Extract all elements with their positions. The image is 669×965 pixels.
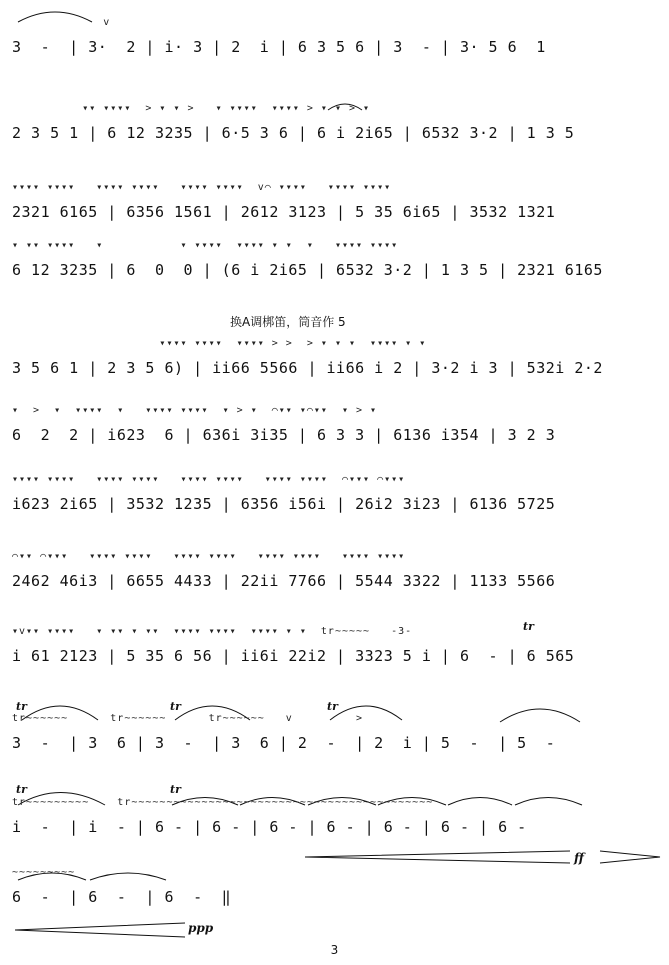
- notes-row: 3 - | 3 6 | 3 - | 3 6 | 2 - | 2 i | 5 - | 5 -: [12, 734, 556, 752]
- notes-row: i - | i - | 6 - | 6 - | 6 - | 6 - | 6 - | 6 - | 6 -: [12, 818, 527, 836]
- notation-line-8: [12, 551, 662, 596]
- notes-row: 2 3 5 1 | 6 12 3235 | 6·5 3 6 | 6 i 2i65 | 6532 3·2 | 1 3 5: [12, 124, 575, 142]
- notes-row: 3 5 6 1 | 2 3 5 6) | ii66 5566 | ii66 i 2 | 3·2 i 3 | 532i 2·2: [12, 359, 603, 377]
- notes-row: i 61 2123 | 5 35 6 56 | ii6i 22i2 | 3323 5 i | 6 - | 6 565: [12, 647, 575, 665]
- notes-row: 2321 6165 | 6356 1561 | 2612 3123 | 5 35 6i65 | 3532 1321: [12, 203, 556, 221]
- articulation-marks: tr~~~~~~ tr~~~~~~ tr~~~~~~ v >: [12, 713, 364, 724]
- notes-row: 2462 46i3 | 6655 4433 | 22ii 7766 | 5544 3322 | 1133 5566: [12, 572, 556, 590]
- notation-line-7: [12, 474, 662, 519]
- notation-line-3: [12, 182, 662, 227]
- dynamic-ff: ff: [574, 851, 584, 865]
- articulation-marks: ~~~~~~~~~: [12, 867, 76, 878]
- notation-line-9: [12, 626, 662, 671]
- articulation-marks: ▾▾▾▾ ▾▾▾▾ ▾▾▾▾ > > > ▾ ▾ ▾ ▾▾▾▾ ▾ ▾: [12, 338, 427, 349]
- articulation-marks: ▾▾▾▾ ▾▾▾▾ ▾▾▾▾ ▾▾▾▾ ▾▾▾▾ ▾▾▾▾ v⌒ ▾▾▾▾ ▾▾▾▾ ▾▾▾▾: [12, 182, 392, 193]
- notes-row: 3 - | 3· 2 | i· 3 | 2 i | 6 3 5 6 | 3 - | 3· 5 6 1: [12, 38, 546, 56]
- svg-text:tr: tr: [16, 783, 27, 796]
- instrument-instruction: 换A调梆笛，筒音作 5: [230, 315, 346, 329]
- notes-row: 6 12 3235 | 6 0 0 | (6 i 2i65 | 6532 3·2 | 1 3 5 | 2321 6165: [12, 261, 603, 279]
- articulation-marks: v: [12, 17, 455, 28]
- notation-line-10: [12, 713, 662, 758]
- notes-row: 6 2 2 | i623 6 | 636i 3i35 | 6 3 3 | 6136 i354 | 3 2 3: [12, 426, 556, 444]
- articulation-marks: ▾▾ ▾▾▾▾ > ▾ ▾ > ▾ ▾▾▾▾ ▾▾▾▾ > ▾ ▾ > ▾: [12, 103, 371, 114]
- notation-line-6: [12, 405, 662, 450]
- notes-row: i623 2i65 | 3532 1235 | 6356 i56i | 26i2 3i23 | 6136 5725: [12, 495, 556, 513]
- notation-line-11: [12, 797, 662, 842]
- articulation-marks: ▾ > ▾ ▾▾▾▾ ▾ ▾▾▾▾ ▾▾▾▾ ▾ > ▾ ⌒▾▾ ▾⌒▾▾ ▾ > ▾: [12, 405, 378, 416]
- svg-text:tr: tr: [16, 700, 27, 713]
- articulation-marks: ⌒▾▾ ⌒▾▾▾ ▾▾▾▾ ▾▾▾▾ ▾▾▾▾ ▾▾▾▾ ▾▾▾▾ ▾▾▾▾ ▾▾▾▾ ▾▾▾▾: [12, 551, 406, 562]
- articulation-marks: ▾v▾▾ ▾▾▾▾ ▾ ▾▾ ▾ ▾▾ ▾▾▾▾ ▾▾▾▾ ▾▾▾▾ ▾ ▾ tr~~~~~ -3-: [12, 626, 413, 637]
- notation-line-2: [12, 103, 662, 148]
- svg-text:tr: tr: [170, 783, 181, 796]
- notation-line-4: [12, 240, 662, 285]
- svg-text:tr: tr: [170, 700, 181, 713]
- svg-text:tr: tr: [523, 620, 534, 633]
- svg-text:tr: tr: [327, 700, 338, 713]
- articulation-marks: ▾ ▾▾ ▾▾▾▾ ▾ ▾ ▾▾▾▾ ▾▾▾▾ ▾ ▾ ▾ ▾▾▾▾ ▾▾▾▾: [12, 240, 399, 251]
- notation-line-5: [12, 338, 662, 383]
- page-number: 3: [330, 943, 339, 957]
- dynamic-ppp: ppp: [188, 921, 214, 935]
- articulation-marks: ▾▾▾▾ ▾▾▾▾ ▾▾▾▾ ▾▾▾▾ ▾▾▾▾ ▾▾▾▾ ▾▾▾▾ ▾▾▾▾ ⌒▾▾▾ ⌒▾▾▾: [12, 474, 406, 485]
- notes-row: 6 - | 6 - | 6 - ‖: [12, 888, 232, 906]
- notation-line-1: [12, 17, 662, 62]
- notation-line-12: [12, 867, 662, 912]
- articulation-marks: tr~~~~~~~~~ tr~~~~~~~~~~~~~~~~~~~~~~~~~~~~~~~~~~~~~~~~~~~: [12, 797, 434, 808]
